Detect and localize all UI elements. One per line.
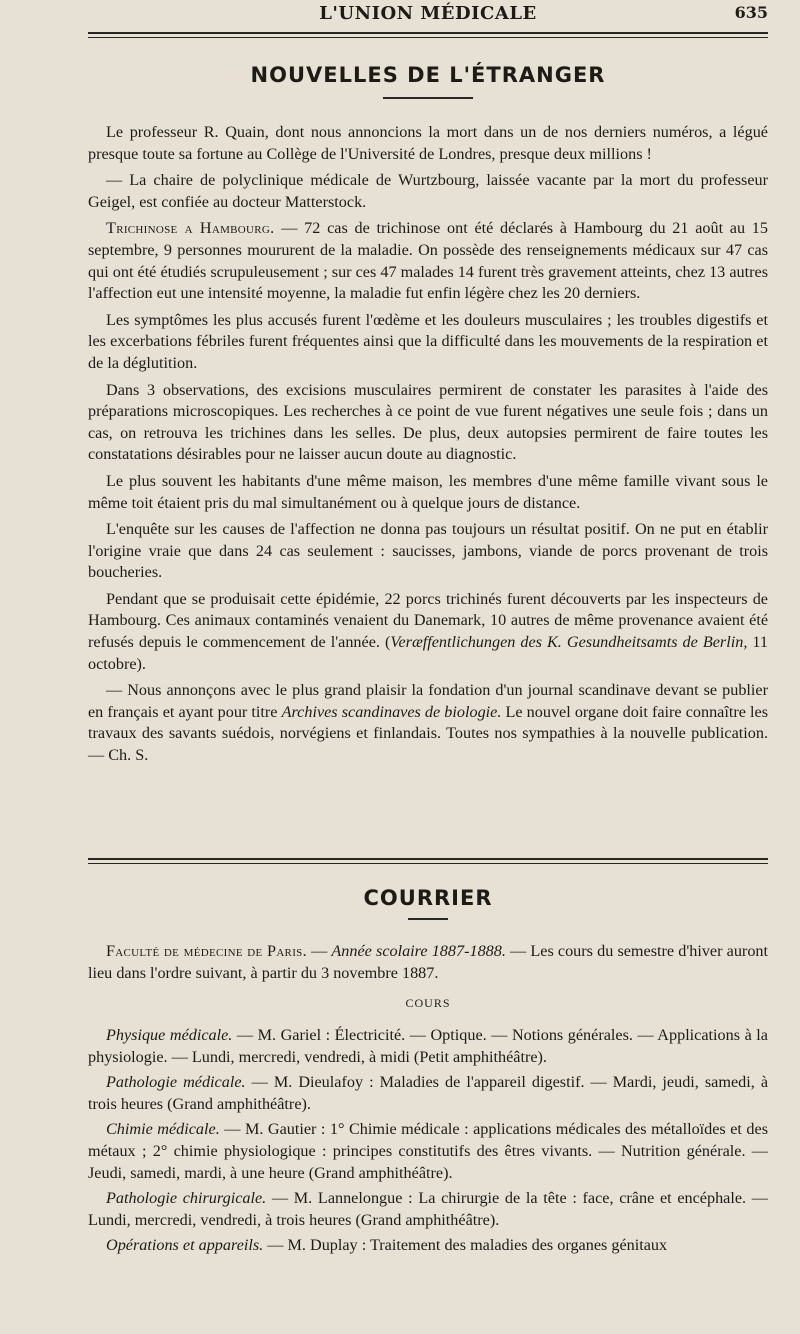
course-entry — [88, 1188, 768, 1231]
title-underline — [383, 97, 473, 99]
course-text: — M. Lannelongue : La chirurgie de la tête : face, crâne et encéphale. — Lundi, mercredi, vendredi, à trois heures (Grand amphithéâtre). — [88, 1189, 768, 1229]
course-text: — M. Gariel : Électricité. — Optique. — Notions générales. — Applications à la physiologie. — Lundi, mercredi, vendredi, à midi (Petit amphithéâtre). — [88, 1026, 768, 1066]
school-year: Année scolaire 1887-1888. — [331, 942, 506, 960]
paragraph — [88, 218, 768, 304]
paragraph: Le plus souvent les habitants d'une même maison, les membres d'une même famille vivant sous le même toit étaient pris du mal simultanément ou à quelque jours de distance. — [88, 471, 768, 512]
paragraph: — La chaire de polyclinique médicale de Wurtzbourg, laissée vacante par la mort du professeur Geigel, est confiée au docteur Matterstock. — [88, 171, 768, 211]
section-title-courrier: COURRIER — [363, 886, 493, 910]
course-list — [88, 1025, 768, 1257]
course-title: Physique médicale. — [106, 1026, 233, 1044]
course-text: — M. Duplay : Traitement des maladies des organes génitaux — [263, 1236, 668, 1255]
etranger-body — [88, 122, 768, 772]
section-divider — [88, 858, 768, 864]
paragraph-text: Pendant que se produisait cette épidémie, 22 porcs trichinés furent découverts par les inspecteurs de Hambourg. Ces animaux contaminés venaient du Danemark, 10 autres de même provenance avaient été refusés depuis le commencement de l'année. ( — [88, 589, 768, 652]
paragraph — [88, 680, 768, 766]
paragraph-text: — — [306, 942, 332, 960]
course-title: Pathologie médicale. — [106, 1073, 246, 1092]
paragraph-text: — Les cours du semestre d'hiver auront lieu dans l'ordre suivant, à partir du 3 novembre 1887. — [88, 942, 769, 982]
paragraph: L'enquête sur les causes de l'affection ne donna pas toujours un résultat positif. On ne put en établir l'origine vraie que dans 24 cas seulement : saucisses, jambons, viande de porcs provenant de trois boucheries. — [88, 520, 768, 582]
title-underline — [408, 918, 448, 920]
section-title-etranger: NOUVELLES DE L'ÉTRANGER — [250, 63, 606, 87]
page-number: 635 — [734, 3, 768, 22]
paragraph: Le professeur R. Quain, dont nous annoncions la mort dans un de nos derniers numéros, a légué presque toute sa fortune au Collège de l'Université de Londres, presque deux millions ! — [88, 123, 768, 163]
paragraph — [88, 589, 768, 675]
courrier-body — [88, 941, 768, 984]
cours-heading: COURS — [405, 996, 451, 1010]
citation: Veræffentlichungen des K. Gesundheitsamts de Berlin, — [390, 633, 748, 652]
paragraph: Les symptômes les plus accusés furent l'œdème et les douleurs musculaires ; les troubles digestifs et les excerbations fébriles furent fréquentes ainsi que la difficulté dans les mouvements de la respiration et de la déglutition. — [88, 310, 768, 372]
masthead: L'UNION MÉDICALE — [319, 3, 537, 24]
paragraph-text: Le nouvel organe doit faire connaître les travaux des savants suédois, norvégiens et finlandais. Toutes nos sympathies à la nouvelle publication. — Ch. S. — [88, 702, 769, 765]
course-entry — [88, 1072, 768, 1115]
course-entry — [88, 1025, 768, 1068]
course-text: — M. Dieulafoy : Maladies de l'appareil digestif. — Mardi, jeudi, samedi, à trois heures (Grand amphithéâtre). — [88, 1073, 768, 1113]
header-rule — [88, 32, 768, 38]
paragraph-text: — Nous annonçons avec le plus grand plaisir la fondation d'un journal scandinave devant se publier en français et ayant pour titre — [88, 681, 768, 721]
paragraph-text: — 72 cas de trichinose ont été déclarés à Hambourg du 21 août au 15 septembre, 9 personnes moururent de la maladie. On possède des renseignements médicaux sur 47 cas qui ont été étudiés scrupuleusement ; sur ces 47 malades 14 furent très gravement atteints, chez 13 autres l'affection eut une intensité moyenne, la maladie fut enfin légère chez les 20 derniers. — [88, 219, 768, 303]
paragraph — [88, 941, 768, 984]
paragraph-lead: Trichinose a Hambourg. — [106, 219, 275, 238]
paragraph-lead: Faculté de médecine de Paris. — [106, 942, 307, 960]
course-title: Opérations et appareils. — [106, 1236, 264, 1255]
course-entry — [88, 1119, 768, 1184]
paragraph-text: 11 octobre). — [88, 633, 769, 673]
course-text: — M. Gautier : 1° Chimie médicale : applications médicales des métalloïdes et des métaux ; 2° chimie physiologique : principes constitutifs des êtres vivants. — Nutrition générale. — Jeudi, samedi, mardi, à une heure (Grand amphithéâtre). — [88, 1120, 768, 1182]
course-title: Chimie médicale. — [106, 1120, 220, 1139]
paragraph: Dans 3 observations, des excisions musculaires permirent de constater les parasites à l'aide des préparations microscopiques. Les recherches à ce point de vue furent négatives une seule fois ; dans un cas, on retrouva les trichines dans les selles. De plus, deux autopsies permirent de faire toutes les constatations désirables pour ne laisser aucun doute au diagnostic. — [88, 380, 768, 464]
course-title: Pathologie chirurgicale. — [106, 1189, 267, 1208]
course-entry — [88, 1235, 768, 1257]
page-header — [88, 3, 768, 29]
journal-title: Archives scandinaves de biologie. — [281, 702, 502, 721]
